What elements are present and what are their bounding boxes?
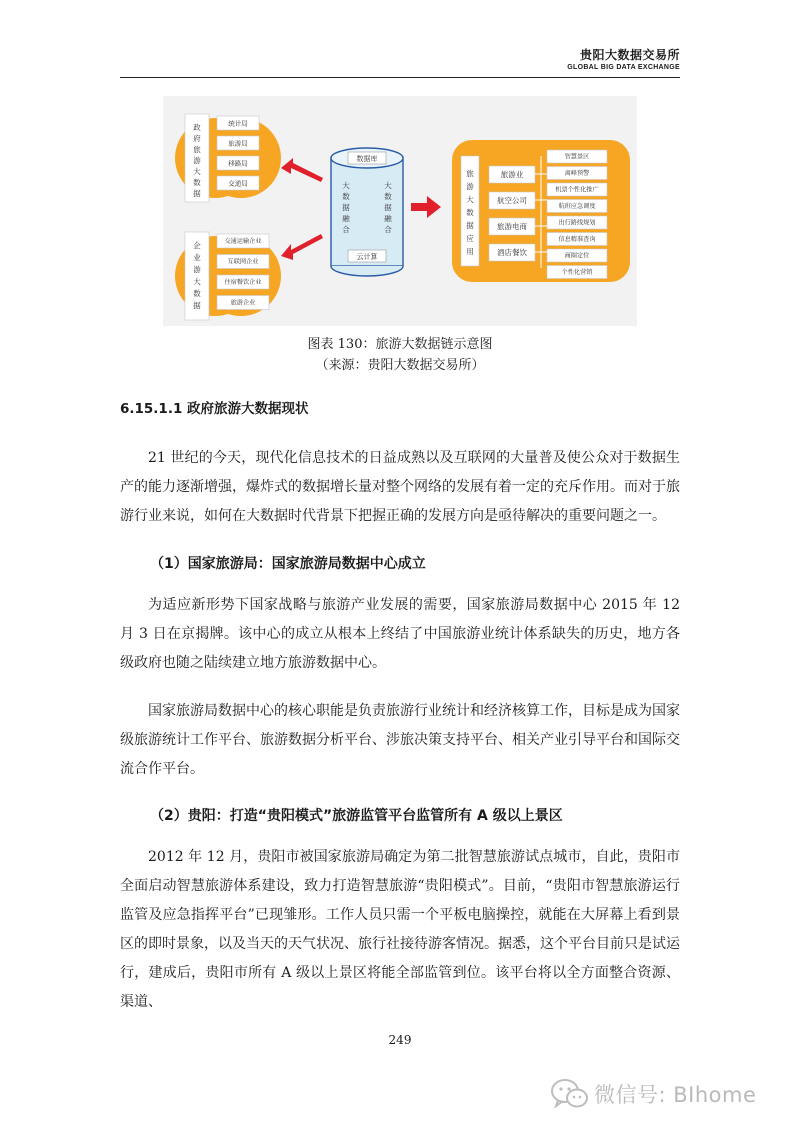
ent-item-label: 互联网企业 (227, 258, 259, 266)
brand-logo (567, 46, 680, 71)
app-function-label: 智慧景区 (564, 153, 590, 161)
app-function-label: 商圈定位 (564, 252, 590, 260)
app-industry-label: 旅游电商 (497, 222, 527, 232)
gov-item-label: 统计局 (228, 119, 248, 128)
center-bottom-label: 云计算 (356, 253, 378, 261)
paragraph-national-functions: 国家旅游局数据中心的核心职能是负责旅游行业统计和经济核算工作，目标是成为国家级旅游统计工作平台、旅游数据分析平台、涉旅决策支持平台、相关产业引导平台和国际交流合作平台。 (120, 703, 680, 777)
wechat-icon (550, 1077, 590, 1111)
app-industry-label: 航空公司 (497, 196, 527, 206)
page-header (120, 40, 680, 78)
app-title: 旅游大数据应用 (466, 169, 474, 256)
page-number: 249 (388, 1033, 412, 1047)
brand-name-en: GLOBAL BIG DATA EXCHANGE (567, 64, 680, 71)
app-function-label: 航班应急调度 (558, 203, 596, 211)
gov-title: 政府旅游大数据 (193, 123, 201, 198)
app-function-label: 信息精准查询 (558, 236, 596, 244)
paragraph-guiyang: 2012 年 12 月，贵阳市被国家旅游局确定为第二批智慧旅游试点城市，自此，贵阳市全面启动智慧旅游体系建设，致力打造智慧旅游“贵阳模式”。目前，“贵阳市智慧旅游运行监管及应急指挥平台”已现雏形。工作人员只需一个平板电脑操控，就能在大屏幕上看到景区的即时景象，以及当天的天气状况、旅行社接待游客情况。据悉，这个平台目前只是试运行，建成后，贵阳市所有 A 级以上景区将能全部监管到位。该平台将以全方面整合资源、渠道、 (120, 849, 680, 1010)
app-function-label: 个性化营销 (561, 269, 593, 277)
ent-title: 企业游大数据 (193, 241, 201, 310)
gov-item-label: 移路局 (228, 159, 248, 168)
gov-item-label: 交通局 (228, 179, 248, 188)
center-cylinder (331, 148, 403, 276)
ent-item-label: 旅游企业 (230, 299, 256, 307)
brand-name-cn: 贵阳大数据交易所 (579, 48, 680, 62)
cylinder-bottom (331, 266, 403, 276)
center-top-label: 数据库 (356, 155, 378, 163)
watermark-text: 微信号: BIhome (594, 1083, 757, 1107)
header-rule (120, 77, 680, 78)
app-industry-label: 旅游业 (500, 170, 524, 180)
tourism-big-data-diagram (163, 96, 637, 326)
arrow-to-app (411, 196, 441, 218)
wechat-watermark (550, 1075, 780, 1113)
figure-caption: 图表 130：旅游大数据链示意图 (307, 337, 493, 352)
app-function-label: 机票个性化推广 (555, 186, 599, 194)
ent-item-label: 住宿餐饮企业 (224, 279, 262, 287)
center-left-label: 大数据融合 (342, 181, 350, 234)
gov-item-label: 旅游局 (228, 139, 248, 148)
paragraph-intro: 21 世纪的今天，现代化信息技术的日益成熟以及互联网的大量普及使公众对于数据生产的能力逐渐增强，爆炸式的数据增长量对整个网络的发展有着一定的充斥作用。而对于旅游行业来说，如何在大数据时代背景下把握正确的发展方向是亟待解决的重要问题之一。 (120, 450, 680, 524)
arrow-to-ent (281, 234, 323, 260)
arrow-to-gov (281, 158, 323, 182)
subheading-national: （1）国家旅游局：国家旅游局数据中心成立 (150, 556, 426, 572)
app-function-label: 离峰预警 (564, 170, 590, 178)
app-function-label: 出行路线规划 (558, 219, 596, 227)
subheading-guiyang: （2）贵阳：打造“贵阳模式”旅游监管平台监管所有 A 级以上景区 (150, 808, 563, 824)
paragraph-national-center: 为适应新形势下国家战略与旅游产业发展的需要，国家旅游局数据中心 2015 年 12 月 3 日在京揭牌。该中心的成立从根本上终结了中国旅游业统计体系缺失的历史，地方各级政府也随之陆续建立地方旅游数据中心。 (120, 597, 680, 671)
ent-data-group (175, 232, 281, 320)
app-industry-label: 酒店餐饮 (497, 248, 527, 258)
section-heading: 6.15.1.1 政府旅游大数据现状 (120, 401, 309, 417)
gov-data-group (175, 114, 281, 202)
center-right-label: 大数据融合 (384, 181, 392, 234)
ent-item-label: 交通运输企业 (224, 238, 262, 246)
figure-source: （来源：贵阳大数据交易所） (315, 358, 485, 373)
app-group (452, 140, 630, 282)
